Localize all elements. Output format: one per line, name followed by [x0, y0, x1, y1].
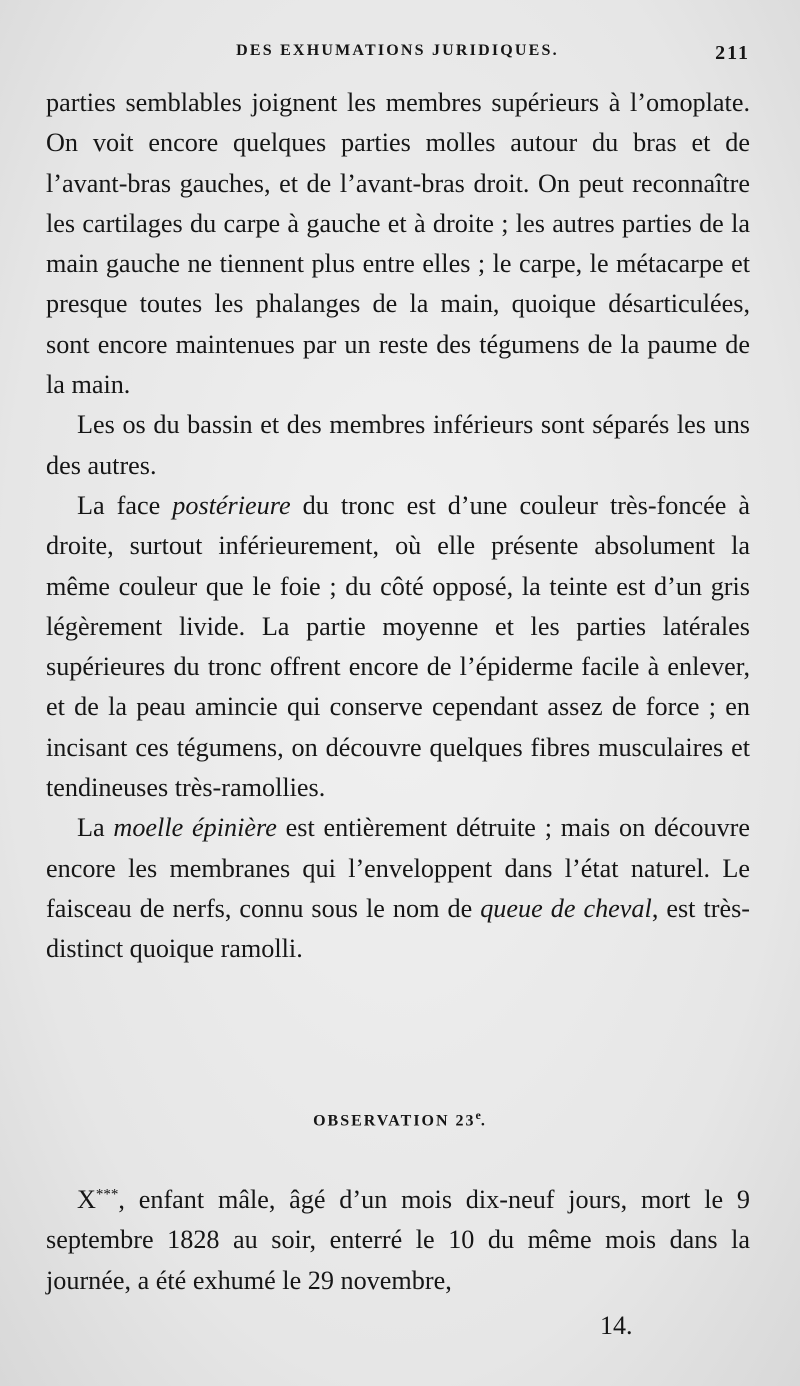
italic-term: queue de cheval: [480, 893, 652, 923]
italic-term: postérieure: [172, 490, 291, 520]
observation-paragraph: [46, 1180, 750, 1301]
observation-superscript: e: [475, 1108, 481, 1122]
paragraph-text: La: [77, 813, 114, 843]
observation-body: , enfant mâle, âgé d’un mois dix-neuf jours, mort le 9 septembre 1828 au soir, enterré le 10 du même mois dans la journée, a été exhumé le 29 novembre,: [46, 1185, 750, 1295]
italic-term: moelle épinière: [113, 813, 277, 843]
observation-text: [46, 1180, 750, 1301]
paragraph-text: du tronc est d’une couleur très-foncée à droite, surtout inférieurement, où elle présente absolument la même couleur que le foie ; du côté opposé, la teinte est d’un gris légèrement livide. La partie moyenne et les parties latérales supérieures du tronc offrent encore de l’épiderme facile à enlever, et de la peau amincie qui conserve cependant assez de force ; en incisant ces tégumens, on découvre quelques fibres musculaires et tendineuses très-ramollies.: [46, 490, 750, 803]
observation-subject-sup: ***: [95, 1186, 119, 1203]
paragraph-text: La face: [77, 490, 173, 520]
observation-suffix: .: [480, 1112, 487, 1130]
page-number: 211: [715, 42, 750, 64]
paragraph-bassin: Les os du bassin et des membres inférieurs sont séparés les uns des autres.: [46, 410, 750, 480]
page-header: [45, 42, 750, 70]
observation-heading: [0, 1108, 800, 1130]
paragraph-text: est entièrement détruite ; mais on découvre encore les membranes qui l’enveloppent dans l’état naturel. Le faisceau de nerfs, connu sous le nom de: [46, 813, 750, 923]
paragraph-continued: parties semblables joignent les membres supérieurs à l’omoplate. On voit encore quelques parties molles autour du bras et de l’avant-bras gauches, et de l’avant-bras droit. On peut reconnaître les cartilages du carpe à gauche et à droite ; les autres parties de la main gauche ne tiennent plus entre elles ; le carpe, le métacarpe et presque toutes les phalanges de la main, quoique désarticulées, sont encore maintenues par un reste des tégumens de la paume de la main.: [46, 88, 750, 400]
paragraph-face-posterieure: [46, 486, 750, 808]
observation-subject: X: [77, 1185, 96, 1214]
running-title: DES EXHUMATIONS JURIDIQUES.: [236, 42, 559, 59]
paragraph-moelle-epiniere: [46, 808, 750, 969]
signature-mark: 14.: [600, 1311, 633, 1340]
observation-label: OBSERVATION 23: [313, 1112, 476, 1130]
body-text: [46, 83, 750, 970]
paragraph-text: , est très-distinct quoique ramolli.: [46, 893, 750, 964]
